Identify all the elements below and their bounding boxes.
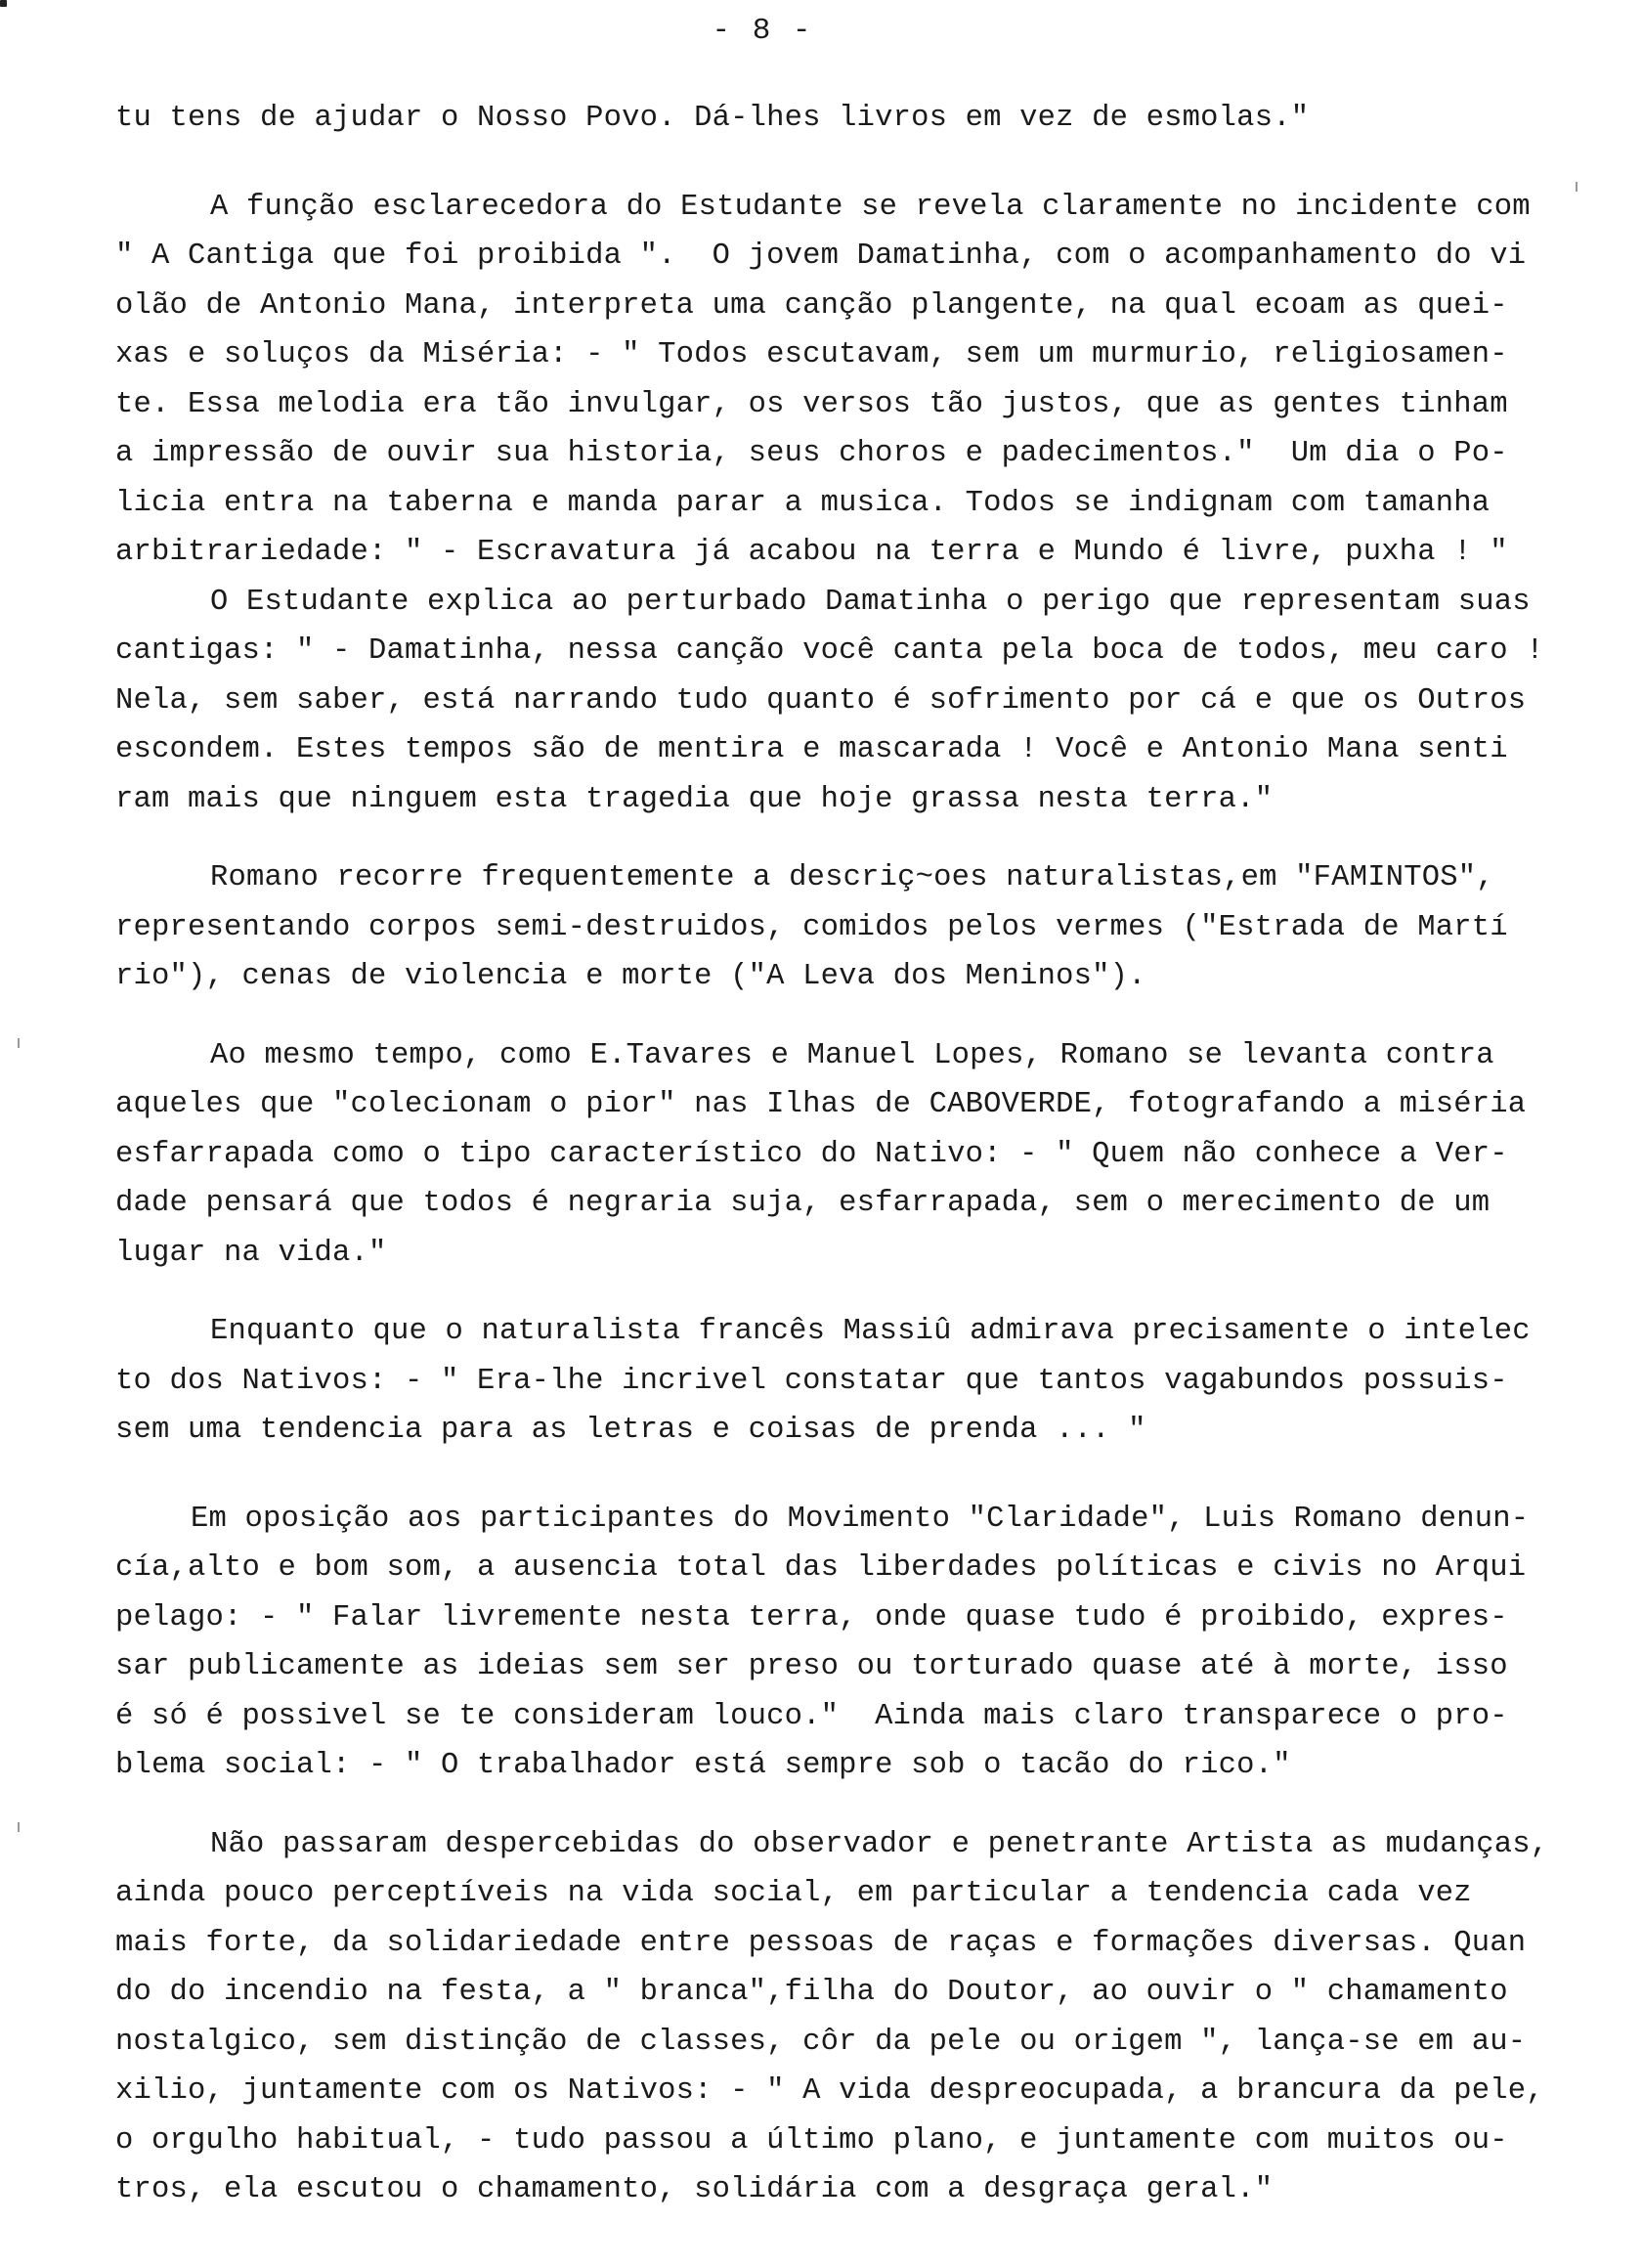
text-line: tu tens de ajudar o Nosso Povo. Dá-lhes livros em vez de esmolas." [115,102,1310,135]
text-line: cía,alto e bom som, a ausencia total das liberdades políticas e civis no Arqui [115,1551,1527,1585]
text-line: o orgulho habitual, - tudo passou a último plano, e juntamente com muitos ou- [115,2123,1508,2158]
text-line: escondem. Estes tempos são de mentira e mascarada ! Você e Antonio Mana senti [115,733,1508,766]
text-line: xilio, juntamente com os Nativos: - " A vida despreocupada, a brancura da pele, [115,2074,1544,2108]
paragraph [115,1820,1549,2215]
text-line: dade pensará que todos é negraria suja, esfarrapada, sem o merecimento de um [115,1187,1491,1220]
corner-smudge [0,0,7,7]
paragraph [115,94,1542,144]
text-line: nostalgico, sem distinção de classes, côr da pele ou origem ", lança-se em au- [115,2025,1527,2059]
paragraph [115,578,1542,825]
text-line: lugar na vida." [115,1236,387,1270]
paragraph [115,1307,1542,1456]
margin-tick [18,1822,20,1832]
text-line: do do incendio na festa, a " branca",filha do Doutor, ao ouvir o " chamamento [115,1976,1508,2009]
text-line: Não passaram despercebidas do observador e penetrante Artista as mudanças, [210,1827,1549,1861]
text-line: Romano recorre frequentemente a descriç~oes naturalistas,em "FAMINTOS", [210,861,1494,894]
text-line: to dos Nativos: - " Era-lhe incrivel constatar que tantos vagabundos possuis- [115,1364,1508,1398]
text-line: tros, ela escutou o chamamento, solidária com a desgraça geral." [115,2173,1274,2206]
text-line: a impressão de ouvir sua historia, seus choros e padecimentos." Um dia o Po- [115,437,1508,470]
text-line: Em oposição aos participantes do Movimento "Claridade", Luis Romano denun- [191,1502,1530,1536]
text-line: ainda pouco perceptíveis na vida social, em particular a tendencia cada vez [115,1877,1472,1910]
text-line: é só é possivel se te consideram louco." Ainda mais claro transparece o pro- [115,1699,1508,1733]
text-line: cantigas: " - Damatinha, nessa canção você canta pela boca de todos, meu caro ! [115,634,1544,668]
paragraph [115,853,1542,1002]
text-line: esfarrapada como o tipo característico do Nativo: - " Quem não conhece a Ver- [115,1137,1508,1171]
text-line: xas e soluços da Miséria: - " Todos escutavam, sem um murmurio, religiosamen- [115,338,1508,371]
margin-tick [1576,182,1577,192]
body-text [115,94,1549,2215]
paragraph [115,1495,1542,1791]
text-line: O Estudante explica ao perturbado Damatinha o perigo que representam suas [210,585,1531,619]
text-line: rio"), cenas de violencia e morte ("A Leva dos Meninos"). [115,960,1146,993]
text-line: mais forte, da solidariedade entre pessoas de raças e formações diversas. Quan [115,1926,1527,1960]
text-line: olão de Antonio Mana, interpreta uma canção plangente, na qual ecoam as quei- [115,288,1508,323]
paragraph [115,183,1542,578]
text-line: blema social: - " O trabalhador está sempre sob o tacão do rico." [115,1749,1291,1782]
text-line: aqueles que "colecionam o pior" nas Ilhas de CABOVERDE, fotografando a miséria [115,1088,1527,1121]
text-line: te. Essa melodia era tão invulgar, os versos tão justos, que as gentes tinham [115,387,1508,421]
text-line: pelago: - " Falar livremente nesta terra, onde quase tudo é proibido, expres- [115,1600,1508,1635]
text-line: A função esclarecedora do Estudante se revela claramente no incidente com [210,190,1531,224]
paragraph [115,1031,1542,1279]
text-line: Ao mesmo tempo, como E.Tavares e Manuel Lopes, Romano se levanta contra [210,1038,1494,1072]
text-line: sem uma tendencia para as letras e coisas de prenda ... " [115,1414,1146,1447]
text-line: arbitrariedade: " - Escravatura já acabou na terra e Mundo é livre, puxha ! " [115,536,1508,569]
text-line: Enquanto que o naturalista francês Massiû admirava precisamente o intelec [210,1315,1531,1348]
text-line: licia entra na taberna e manda parar a musica. Todos se indignam com tamanha [115,486,1491,520]
text-line: ram mais que ninguem esta tragedia que hoje grassa nesta terra." [115,782,1274,816]
text-line: sar publicamente as ideias sem ser preso ou torturado quase até à morte, isso [115,1650,1508,1683]
text-line: " A Cantiga que foi proibida ". O jovem Damatinha, com o acompanhamento do vi [115,240,1527,273]
page-number: - 8 - [712,14,813,48]
text-line: representando corpos semi-destruidos, comidos pelos vermes ("Estrada de Martí [115,910,1508,944]
margin-tick [18,1038,20,1048]
text-line: Nela, sem saber, está narrando tudo quanto é sofrimento por cá e que os Outros [115,683,1527,718]
